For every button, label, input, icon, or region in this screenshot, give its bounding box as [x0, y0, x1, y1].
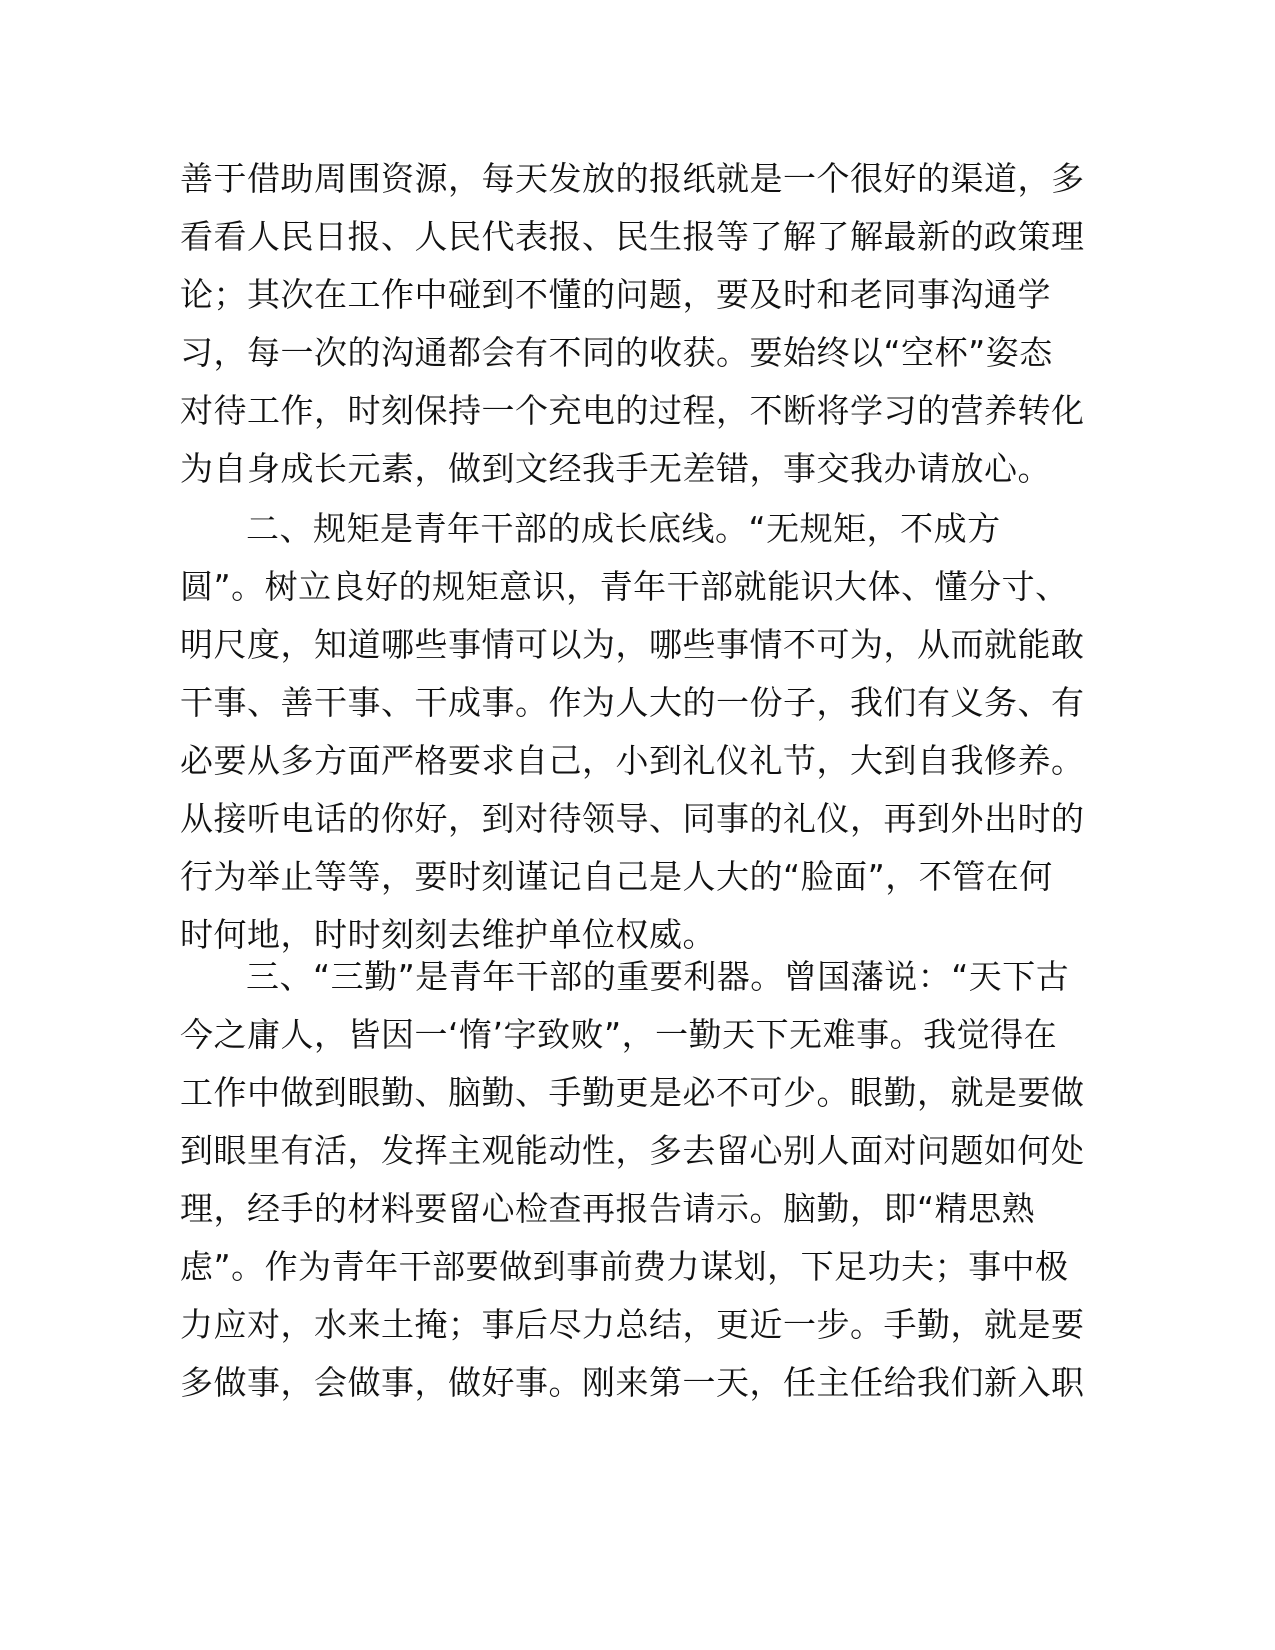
text-line: 今之庸人，皆因一‘惰’字致败”，一勤天下无难事。我觉得在 [180, 1015, 1058, 1054]
text-line: 二、规矩是青年干部的成长底线。“无规矩，不成方 [246, 509, 1001, 548]
text-line: 行为举止等等，要时刻谨记自己是人大的“脸面”，不管在何 [180, 857, 1053, 896]
paragraph-resources [180, 150, 1085, 498]
paragraph-diligence [180, 948, 1085, 1412]
text-line: 力应对，水来土掩；事后尽力总结，更近一步。手勤，就是要 [180, 1305, 1085, 1344]
text-line: 三、“三勤”是青年干部的重要利器。曾国藩说：“天下古 [246, 957, 1070, 996]
text-line: 为自身成长元素，做到文经我手无差错，事交我办请放心。 [180, 449, 1051, 488]
text-line: 从接听电话的你好，到对待领导、同事的礼仪，再到外出时的 [180, 799, 1085, 838]
text-line: 对待工作，时刻保持一个充电的过程，不断将学习的营养转化 [180, 391, 1085, 430]
text-line: 明尺度，知道哪些事情可以为，哪些事情不可为，从而就能敢 [180, 625, 1085, 664]
text-line: 虑”。作为青年干部要做到事前费力谋划，下足功夫；事中极 [180, 1247, 1069, 1286]
text-line: 善于借助周围资源，每天发放的报纸就是一个很好的渠道，多 [180, 159, 1085, 198]
text-line: 圆”。树立良好的规矩意识，青年干部就能识大体、懂分寸、 [180, 567, 1069, 606]
text-line: 理，经手的材料要留心检查再报告请示。脑勤，即“精思熟 [180, 1189, 1036, 1228]
text-line: 工作中做到眼勤、脑勤、手勤更是必不可少。眼勤，就是要做 [180, 1073, 1085, 1112]
text-line: 习，每一次的沟通都会有不同的收获。要始终以“空杯”姿态 [180, 333, 1053, 372]
text-line: 论；其次在工作中碰到不懂的问题，要及时和老同事沟通学 [180, 275, 1051, 314]
text-line: 干事、善干事、干成事。作为人大的一份子，我们有义务、有 [180, 683, 1085, 722]
paragraph-rules [180, 500, 1085, 964]
text-line: 到眼里有活，发挥主观能动性，多去留心别人面对问题如何处 [180, 1131, 1085, 1170]
text-line: 看看人民日报、人民代表报、民生报等了解了解最新的政策理 [180, 217, 1085, 256]
text-line: 必要从多方面严格要求自己，小到礼仪礼节，大到自我修养。 [180, 741, 1085, 780]
text-line: 时何地，时时刻刻去维护单位权威。 [180, 915, 716, 954]
text-line: 多做事，会做事，做好事。刚来第一天，任主任给我们新入职 [180, 1363, 1085, 1402]
